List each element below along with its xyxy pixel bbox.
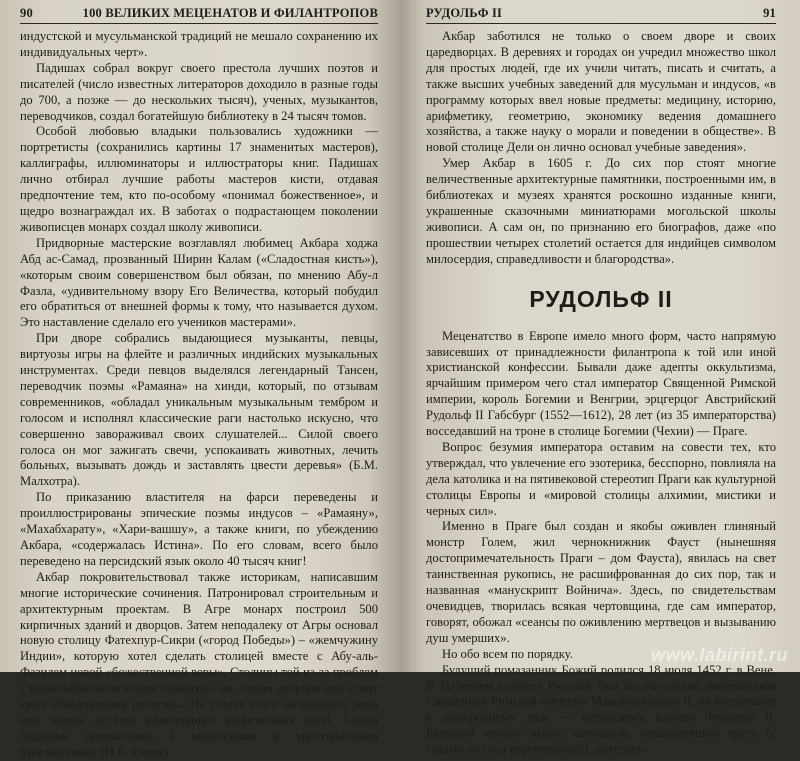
paragraph: По приказанию властителя на фарси переведены и проиллюстрированы эпические поэмы индусов – «Рамаяну», «Махабхарату», «Хари-вашшу», а также книги, по убеждению Акбара, «содержалась Истина». По его словам, всего было переведено на персидский язык около 40 тысяч книг!: [20, 490, 378, 568]
paragraph: Именно в Праге был создан и якобы оживлен глиняный монстр Голем, жил чернокнижник Фауст (нынешняя достопримечательность Праги – дом Фауста), явилась на свет таинственная рукопись, не расшифрованная до сих пор, так и названная «манускрипт Войнича». Здесь, по свидетельствам очевидцев, творилась всякая чертовщина, где сам император, говорят, обожал «сеансы по оживлению мертвецов и вызыванию душ умерших».: [426, 519, 776, 645]
paragraph: Особой любовью владыки пользовались художники — портретисты (сохранились картины 17 знаменитых мастеров), каллиграфы, иллюминаторы и иллюстраторы книг. Падишах лично отбирал лучшие работы мастеров кисти, отдавая предпочтение тем, кто по-особому «понимал божественное», и щедро вознаграждал их. В заботах о подрастающем поколении живописцев монарх создал школу живописи.: [20, 124, 378, 234]
right-page-number: 91: [763, 6, 776, 20]
left-page: [0, 0, 400, 759]
paragraph: Меценатство в Европе имело много форм, часто напрямую зависевших от принадлежности филантропа к той или иной христианской конфессии. Бывали даже адепты оккультизма, ярчайшим примером чего стал император Священной Римской империи, король Богемии и Венгрии, эрцгерцог Австрийский Рудольф II Габсбург (1552—1612), 28 лет (из 35 императорства) восседавший на троне в столице Богемии (Чехии) — Праге.: [426, 328, 776, 439]
right-page-header: [426, 6, 776, 24]
chapter-title: РУДОЛЬФ II: [529, 285, 673, 312]
paragraph: Падишах собрал вокруг своего престола лучших поэтов и писателей (число известных литераторов доходило в разные годы до 700, а позже — до нескольких тысяч), ученых, музыкантов, переводчиков, создал богатейшую библиотеку в 24 тысяч томов.: [20, 60, 378, 123]
paragraph: индустской и мусульманской традиций не мешало сохранению их индивидуальных черт».: [20, 29, 378, 59]
paragraph: Придворные мастерские возглавлял любимец Акбара ходжа Абд ас-Самад, прозванный Ширин Калам («Сладостная кисть»), «которым своим совершенством был обязан, по мнению Абу-л Фазла, «удивительному взору Его Величества, который побудил его обратиться от внешней формы к тому, что называется духом. Это наставление сделало его учеников мастерами».: [20, 235, 378, 330]
watermark: www.labirint.ru: [651, 645, 788, 665]
paragraph: Акбар заботился не только о своем дворе и своих царедворцах. В деревнях и городах он учредил множество школ для простых людей, где их учили читать, писать и считать, а также высших учебных заведений для мусульман и индусов, «в программу которых ввел новые предметы: медицину, историю, арифметику, геометрию, экономику ведения домашнего хозяйства, а также науку о морали и поведении в обществе». В новой столице Дели он лично основал учебные заведения».: [426, 29, 776, 155]
paragraph: Будущий помазанник Божий родился 18 июля 1452 г. в Вене. В 11-летнем возрасте Рудольф был послан отцом, императором Священной Римской империи Максимилианом II, на воспитание к двоюродному дяде — испанскому королю Филиппу II. Будущий монарх вырос католиком, ненавидевшим ересь (с годами он стал веротерпимей), интеллек-: [426, 662, 776, 757]
paragraph: Акбар покровительствовал также историкам, написавшим многие исторические сочинения. Патронировал строительным и архитектурным проектам. В Агре монарх построил 500 кирпичных зданий и дворцов. Затем неподалеку от Агры основал новую столицу Фатехпур-Сикри («город Победы») – «жемчужину Индии», которую хотел сделать столицей вместе с Абу-аль-Фазилем новой «божественной веры». Столицы той из-за проблем с водоснабжением вскоре покинули, но «среди дворцов еще стоит храм объединенной религии... На стенах этого загородного дома еще видны остатки разнородных религиозных идей. Следы буддизма перемешаны с индусскими и христианскими фрагментами» (Н.К. Рерих).: [20, 569, 378, 759]
left-running-head: 100 ВЕЛИКИХ МЕЦЕНАТОВ И ФИЛАНТРОПОВ: [82, 6, 378, 20]
right-running-head: РУДОЛЬФ II: [426, 6, 503, 20]
left-page-header: [20, 6, 378, 24]
paragraph: Умер Акбар в 1605 г. До сих пор стоят многие величественные архитектурные памятники, построенными им, в библиотеках и музеях хранятся роскошно изданные книги, украшенные сказочными миниатюрами могольской школы живописи. А сам он, по признанию его биографов, даже «по прошествии четырех столетий остается для индийцев символом милосердия, справедливости и благородства».: [426, 156, 776, 266]
paragraph: Вопрос безумия императора оставим на совести тех, кто утверждал, что увлечение его эзотерика, бесспорно, повлияла на дела католика и на пятивековой стереотип Праги как культурной столицы Европы и «мировой столицы алхимии, мистики и черных сил».: [426, 439, 776, 518]
right-page: [400, 0, 800, 757]
paragraph: Но обо всем по порядку.: [442, 646, 573, 661]
left-page-body: [20, 29, 378, 761]
left-page-number: 90: [20, 6, 33, 20]
paragraph: При дворе собрались выдающиеся музыканты, певцы, виртуозы игры на флейте и различных индийских музыкальных инструментах. Среди певцов выделялся легендарный Тансен, переводчик поэмы «Рамаяна» на хинди, который, по отзывам современников, «обладал уникальным музыкальным тембром и голосом и исполнял классические раги настолько искусно, что совершенно завораживал своих слушателей... Силой своего голоса он мог зажигать свечи, успокаивать животных, лечить больных, вызывать дождь и заставлять цвести деревья» (Б.М. Малхотра).: [20, 331, 378, 489]
